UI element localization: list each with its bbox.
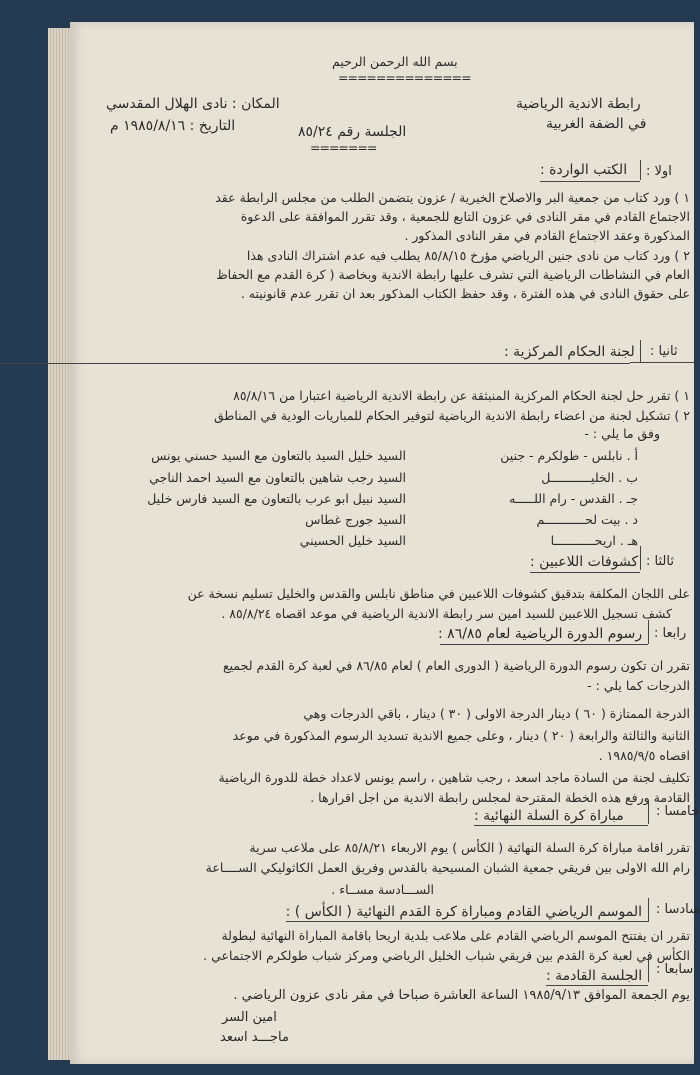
section-divider <box>648 620 649 644</box>
region-a-members: السيد خليل السيد بالتعاون مع السيد حسني يونس <box>151 448 406 463</box>
s6-line-2: الكأس في لعبة كرة القدم بين فريقي شباب الخليل الرياضي ومركز شباب طولكرم الاجتماعي . <box>203 948 690 963</box>
region-d-members: السيد جورج غطاس <box>305 512 406 527</box>
s1-line-2: الاجتماع القادم في مقر النادى في عزون التابع للجمعية ، وقد تقرر الموافقة على الدعوة <box>240 209 690 224</box>
section-underline <box>540 181 640 182</box>
section-3-marker: ثالثا : <box>646 554 674 569</box>
s5-line-3: الســـادسة مســاء . <box>331 882 434 897</box>
section-5-marker: خامسا : <box>656 804 700 819</box>
section-divider <box>640 546 641 570</box>
s1-line-6: على حقوق النادى في هذه الفترة ، وقد حفظ الكتاب المذكور بعد ان تقرر عدم قانونيته . <box>240 286 690 301</box>
org-region: في الضفة الغربية <box>546 116 647 132</box>
s6-line-1: تقرر ان يفتتح الموسم الرياضي القادم على ملاعب بلدية اريحا باقامة المباراة النهائية لبطولة <box>221 928 690 943</box>
s1-line-5: العام في النشاطات الرياضية التي تشرف عليها رابطة الاندية وبخاصة ( كرة القدم مع الحفاظ <box>216 267 690 282</box>
session-rule: ======= <box>310 140 377 155</box>
section-2-title: لجنة الحكام المركزية : <box>504 344 635 360</box>
s1-line-4: ٢ ) ورد كتاب من نادى جنين الرياضي مؤرخ ٨٥/٨/١٥ يطلب فيه عدم اشتراك النادى هذا <box>246 248 690 263</box>
section-6-marker: سادسا : <box>656 902 700 917</box>
s3-line-2: كشف تسجيل اللاعبين للسيد امين سر رابطة الاندية الرياضية في موعد اقصاه ٨٥/٨/٢٤ . <box>221 606 672 621</box>
section-1-title: الكتب الواردة : <box>540 162 628 178</box>
s5-line-1: تقرر اقامة مباراة كرة السلة النهائية ( الكأس ) يوم الاربعاء ٨٥/٨/٢١ على ملاعب سرية <box>249 840 690 855</box>
section-underline <box>440 644 648 645</box>
s2-line-3: وفق ما يلي : - <box>584 426 660 441</box>
s5-line-2: رام الله الاولى بين فريقي جمعية الشبان المسيحية بالقدس وفريق العمل الكاثوليكي الســــاعة <box>205 860 690 875</box>
section-6-title: الموسم الرياضي القادم ومباراة كرة القدم النهائية ( الكأس ) : <box>285 904 642 920</box>
section-4-marker: رابعا : <box>654 626 687 641</box>
meeting-place: المكان : نادى الهلال المقدسي <box>106 96 280 112</box>
s4-line-3: الدرجة الممتازة ( ٦٠ ) دينار الدرجة الاولى ( ٣٠ ) دينار ، باقي الدرجات وهي <box>303 706 690 721</box>
section-divider <box>640 340 641 362</box>
section-divider <box>648 958 649 982</box>
section-7-title: الجلسة القادمة : <box>546 968 643 984</box>
section-4-title: رسوم الدورة الرياضية لعام ٨٦/٨٥ : <box>438 626 643 642</box>
section-divider <box>640 160 641 180</box>
meeting-date: التاريخ : ١٩٨٥/٨/١٦ م <box>110 118 236 134</box>
s4-line-6: تكليف لجنة من السادة ماجد اسعد ، رجب شاهين ، راسم يونس لاعداد خطة للدورة الرياضية <box>218 770 690 785</box>
section-underline <box>530 572 640 573</box>
section-3-title: كشوفات اللاعبين : <box>530 554 639 570</box>
s4-line-4: الثانية والثالثة والرابعة ( ٢٠ ) دينار ، وعلى جميع الاندية تسديد الرسوم المذكورة في موعد <box>232 728 690 743</box>
s4-line-1: تقرر ان تكون رسوم الدورة الرياضية ( الدورى العام ) لعام ٨٦/٨٥ في لعبة كرة القدم لجميع <box>222 658 690 673</box>
region-d-label: د . بيت لحـــــــــــم <box>536 512 638 527</box>
section-1-marker: اولا : <box>646 164 672 179</box>
section-underline <box>0 363 630 364</box>
basmala: بسم الله الرحمن الرحيم <box>332 54 458 69</box>
region-e-members: السيد خليل الحسيني <box>299 533 406 548</box>
session-number: الجلسة رقم ٨٥/٢٤ <box>298 124 407 140</box>
region-c-members: السيد نبيل ابو عرب بالتعاون مع السيد فارس خليل <box>147 491 406 506</box>
section-divider <box>630 362 694 363</box>
s3-line-1: على اللجان المكلفة بتدقيق كشوفات اللاعبين في مناطق نابلس والقدس والخليل تسليم نسخة عن <box>187 586 690 601</box>
org-name: رابطة الاندية الرياضية <box>516 96 641 112</box>
section-underline <box>286 921 648 922</box>
region-b-members: السيد رجب شاهين بالتعاون مع السيد احمد الناجي <box>149 470 406 485</box>
s1-line-1: ١ ) ورد كتاب من جمعية البر والاصلاح الخيرية / عزون يتضمن الطلب من مجلس الرابطة عقد <box>215 190 690 205</box>
section-underline <box>546 985 648 986</box>
section-underline <box>474 825 648 826</box>
region-e-label: هـ . اريحـــــــــــا <box>550 533 638 548</box>
section-2-marker: ثانيا : <box>650 344 678 359</box>
basmala-rule: ============== <box>338 70 471 85</box>
s2-line-2: ٢ ) تشكيل لجنة من اعضاء رابطة الاندية الرياضية لتوفير الحكام للمباريات الودية في المناطق <box>213 408 690 423</box>
region-c-label: جـ . القدس - رام اللـــــه <box>509 491 638 506</box>
signature-name: ماجـــد اسعد <box>220 1030 289 1045</box>
s4-line-7: القادمة ورفع هذه الخطة المقترحة لمجلس رابطة الاندية من اجل اقرارها . <box>310 790 690 805</box>
section-5-title: مباراة كرة السلة النهائية : <box>474 808 624 824</box>
s4-line-2: الدرجات كما يلي : - <box>587 678 690 693</box>
section-7-marker: سابعا : <box>656 962 694 977</box>
document-page <box>70 22 700 1064</box>
s7-line-1: يوم الجمعة الموافق ١٩٨٥/٩/١٣ الساعة العاشرة صباحا في مقر نادى عزون الرياضي . <box>233 988 690 1003</box>
region-a-label: أ . نابلس - طولكرم - جنين <box>500 448 638 463</box>
section-divider <box>648 898 649 922</box>
s1-line-3: المذكورة وعقد الاجتماع القادم في مقر النادى المذكور . <box>404 228 690 243</box>
region-b-label: ب . الخليـــــــــــل <box>541 470 638 485</box>
s4-line-5: اقصاه ١٩٨٥/٩/٥ . <box>598 748 690 763</box>
signature-title: امين السر <box>222 1010 277 1025</box>
s2-line-1: ١ ) تقرر حل لجنة الحكام المركزية المنبثقة عن رابطة الاندية الرياضية اعتبارا من ٨٥/٨/١٦ <box>233 388 690 403</box>
section-divider <box>648 800 649 824</box>
